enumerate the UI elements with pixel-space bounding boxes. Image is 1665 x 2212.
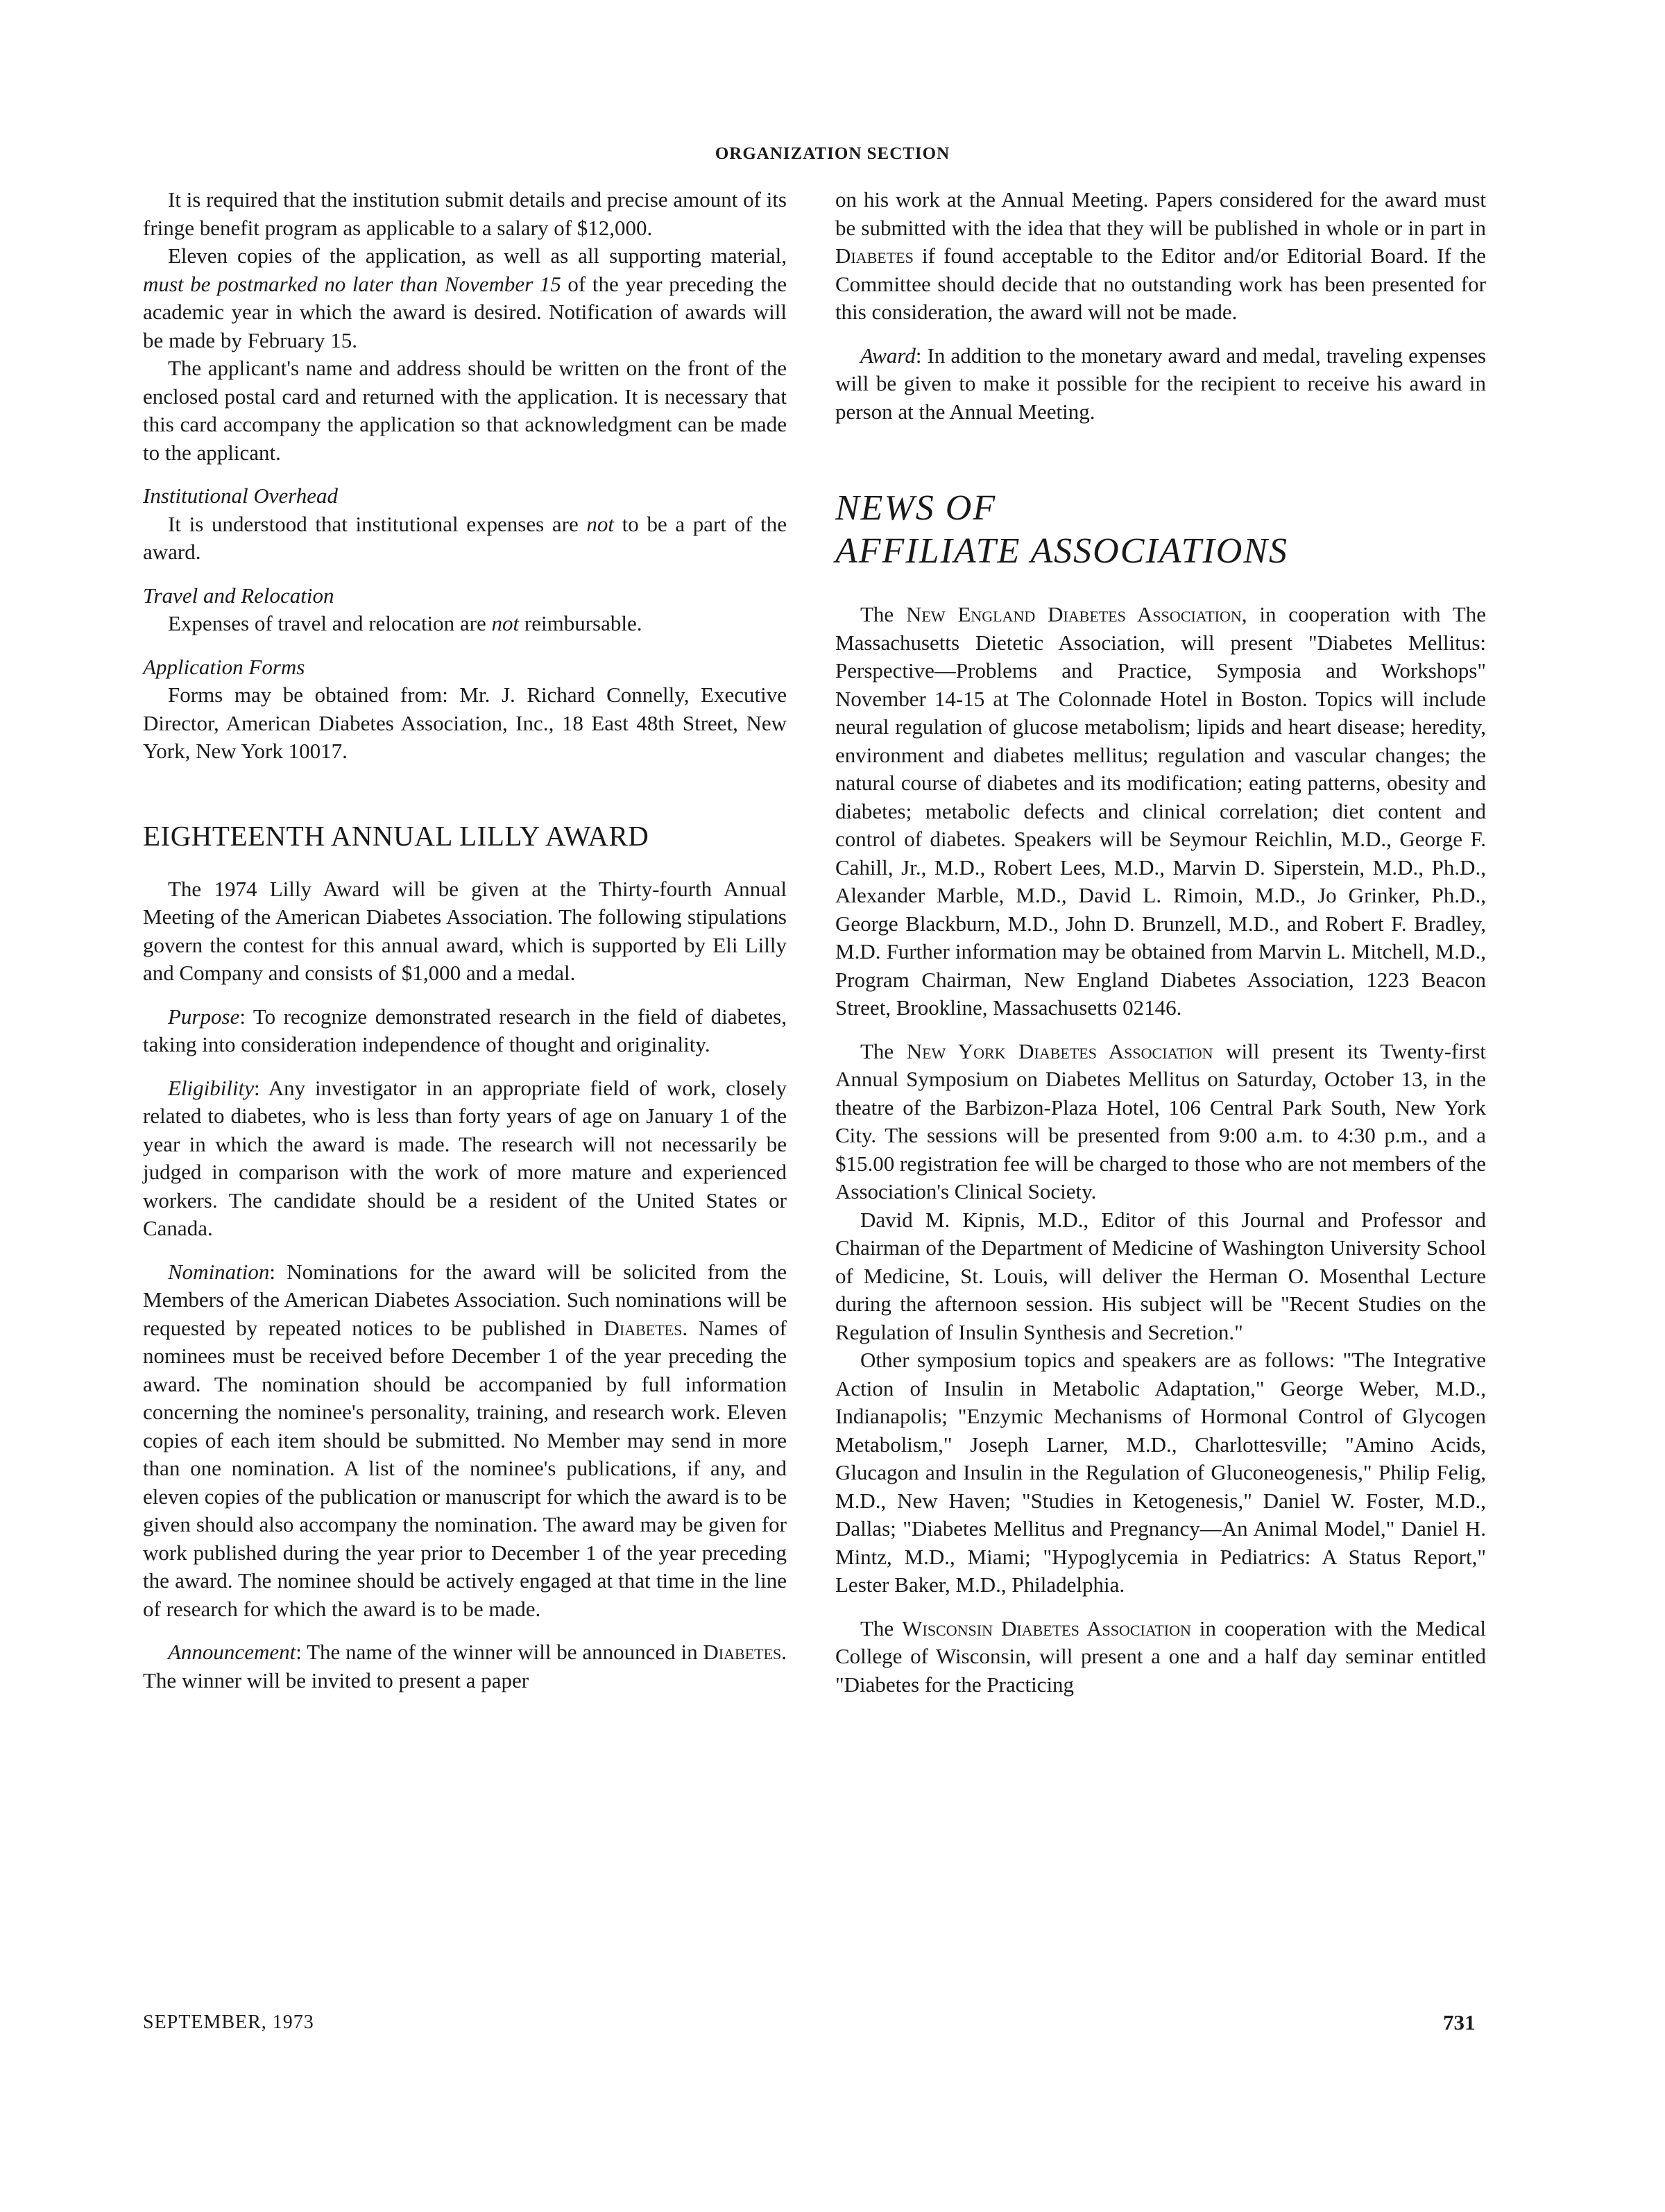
travel-relocation-text: Expenses of travel and relocation are not reimbursable. [168,611,642,635]
application-forms-heading: Application Forms [143,654,305,679]
new-york-paragraph: The New York Diabetes Association will present its Twenty-first Annual Symposium on Diabetes Mellitus on Saturday, October 13, in the theatre of the Barbizon-Plaza Hotel, 106 Central Park South, New York City. The sessions will be presented from 9:00 a.m. to 4:30 p.m., and a $15.00 registration fee will be charged to those who are not members of the Association's Clinical Society. [835,1038,1486,1203]
application-copies-paragraph: Eleven copies of the application, as well as all supporting material, must be postmarked no later than November 15 of the year preceding the academic year in which the award is desired. Notification of awards will be made by February 15. [143,243,787,352]
fringe-benefit-paragraph: It is required that the institution submit details and precise amount of its fringe benefit program as applicable to a salary of $12,000. [143,187,787,240]
postal-card-paragraph: The applicant's name and address should be written on the front of the enclosed postal card and returned with the application. It is necessary that this card accompany the application so that acknowledgment can be made to the applicant. [143,356,787,465]
symposium-topics-paragraph: Other symposium topics and speakers are as follows: "The Integrative Action of Insulin in Metabolic Adaptation," George Weber, M.D., Indianapolis; "Enzymic Mechanisms of Hormonal Control of Glycogen Metabolism," Joseph Larner, M.D., Charlottesville; "Amino Acids, Glucagon and Insulin in the Regulation of Gluconeogenesis," Philip Felig, M.D., New Haven; "Studies in Ketogenesis," Daniel W. Foster, M.D., Dallas; "Diabetes Mellitus and Pregnancy—An Animal Model," Daniel H. Mintz, M.D., Miami; "Hypoglycemia in Pediatrics: A Status Report," Lester Baker, M.D., Philadelphia. [835,1348,1486,1597]
wisconsin-paragraph: The Wisconsin Diabetes Association in cooperation with the Medical College of Wisconsin, will present a one and a half day seminar entitled "Diabetes for the Practicing [835,1615,1486,1697]
right-column [835,186,1486,1699]
nomination-paragraph: Nomination: Nominations for the award will be solicited from the Members of the American Diabetes Association. Such nominations will be requested by repeated notices to be published in Diabetes. Names of nominees must be received before December 1 of the year preceding the award. The nomination should be accompanied by full information concerning the nominee's personality, training, and research work. Eleven copies of each item should be submitted. No Member may send in more than one nomination. A list of the nominee's publications, if any, and eleven copies of the publication or manuscript for which the award is to be given should also accompany the nomination. The award may be given for work published during the year prior to December 1 of the year preceding the award. The nominee should be actively engaged at that time in the line of research for which the award is to be made. [143,1259,787,1621]
issue-date: SEPTEMBER, 1973 [143,2012,314,2033]
page-number: 731 [1443,2010,1476,2034]
lilly-award-intro: The 1974 Lilly Award will be given at the Thirty-fourth Annual Meeting of the American Diabetes Association. The following stipulations govern the contest for this annual award, which is supported by Eli Lilly and Company and consists of $1,000 and a medal. [143,876,787,985]
institutional-overhead-text: It is understood that institutional expenses are not to be a part of the award. [143,511,787,564]
news-affiliates-heading: NEWS OF AFFILIATE ASSOCIATIONS [835,488,1289,571]
lilly-award-heading: EIGHTEENTH ANNUAL LILLY AWARD [143,819,649,852]
new-england-paragraph: The New England Diabetes Association, in cooperation with The Massachusetts Dietetic Association, will present "Diabetes Mellitus: Perspective—Problems and Practice, Symposia and Workshops" November 14-15 at The Colonnade Hotel in Boston. Topics will include neural regulation of glucose metabolism; lipids and heart disease; heredity, environment and diabetes mellitus; regulation and vascular changes; the natural course of diabetes and its modification; eating patterns, obesity and diabetes; metabolic defects and clinical correlation; diet content and control of diabetes. Speakers will be Seymour Reichlin, M.D., George F. Cahill, Jr., M.D., Robert Lees, M.D., Marvin D. Siperstein, M.D., Ph.D., Alexander Marble, M.D., David L. Rimoin, M.D., Jo Grinker, Ph.D., George Blackburn, M.D., John D. Brunzell, M.D., and Robert F. Bradley, M.D. Further information may be obtained from Marvin L. Mitchell, M.D., Program Chairman, New England Diabetes Association, 1223 Beacon Street, Brookline, Massachusetts 02146. [835,602,1486,1020]
announcement-paragraph: Announcement: The name of the winner will be announced in Diabetes. The winner will be invited to present a paper [143,1640,787,1692]
application-forms-text: Forms may be obtained from: Mr. J. Richard Connelly, Executive Director, American Diabetes Association, Inc., 18 East 48th Street, New York, New York 10017. [143,683,787,763]
award-paragraph: Award: In addition to the monetary award and medal, traveling expenses will be given to make it possible for the recipient to receive his award in person at the Annual Meeting. [835,343,1486,424]
running-head: ORGANIZATION SECTION [715,144,950,163]
announcement-continued: on his work at the Annual Meeting. Papers considered for the award must be submitted with the idea that they will be published in whole or in part in Diabetes if found acceptable to the Editor and/or Editorial Board. If the Committee should decide that no outstanding work has been presented for this consideration, the award will not be made. [835,187,1486,324]
left-column [143,186,787,1695]
purpose-paragraph: Purpose: To recognize demonstrated research in the field of diabetes, taking into consideration independence of thought and originality. [143,1004,787,1056]
kipnis-paragraph: David M. Kipnis, M.D., Editor of this Journal and Professor and Chairman of the Department of Medicine of Washington University School of Medicine, St. Louis, will deliver the Herman O. Mosenthal Lecture during the afternoon session. His subject will be "Recent Studies on the Regulation of Insulin Synthesis and Secretion." [835,1207,1486,1344]
travel-relocation-heading: Travel and Relocation [143,583,334,608]
institutional-overhead-heading: Institutional Overhead [143,483,338,508]
eligibility-paragraph: Eligibility: Any investigator in an appropriate field of work, closely related to diabetes, who is less than forty years of age on January 1 of the year in which the award is made. The research will not necessarily be judged in comparison with the work of more mature and experienced workers. The candidate should be a resident of the United States or Canada. [143,1075,787,1240]
